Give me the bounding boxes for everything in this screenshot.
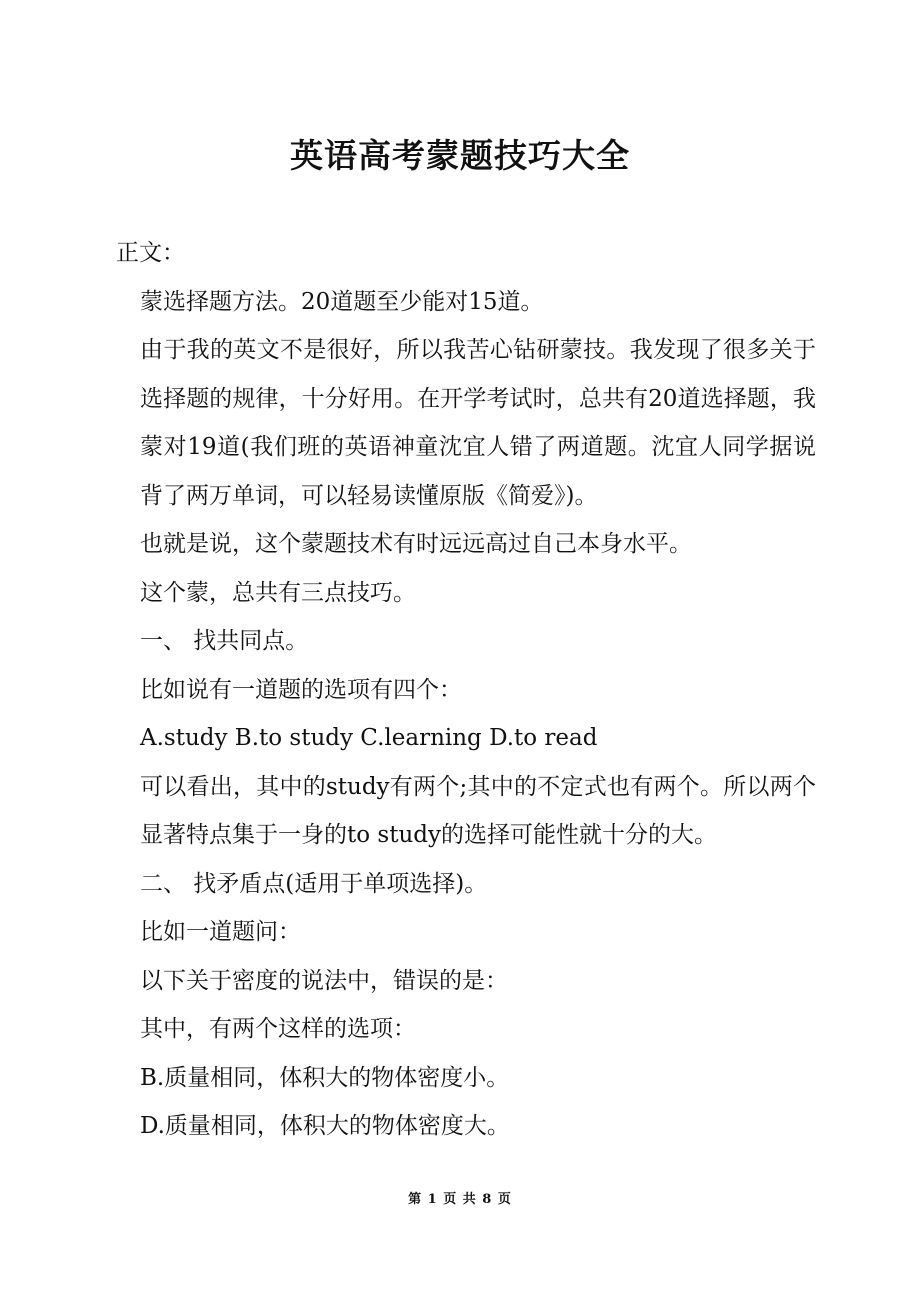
paragraph-3: 也就是说，这个蒙题技术有时远远高过自己本身水平。 xyxy=(140,531,692,557)
body-label: 正文： xyxy=(116,240,185,266)
option-b: B.质量相同，体积大的物体密度小。 xyxy=(140,1064,510,1091)
paragraph-5: 比如说有一道题的选项有四个： xyxy=(140,676,462,703)
section-heading-1: 一、 找共同点。 xyxy=(140,628,309,654)
section-heading-2: 二、 找矛盾点(适用于单项选择)。 xyxy=(140,870,488,897)
paragraph-2: 由于我的英文不是很好，所以我苦心钻研蒙技。我发现了很多关于选择题的规律，十分好用。在开学考试时，总共有20道选择题，我蒙对19道(我们班的英语神童沈宜人错了两道题。沈宜人同学据说背了两万单词，可以轻易读懂原版《简爱》)。 xyxy=(140,337,816,509)
paragraph-1: 蒙选择题方法。20道题至少能对15道。 xyxy=(140,288,544,315)
page-number-footer: 第 1 页 共 8 页 xyxy=(408,1192,512,1207)
document-body xyxy=(116,229,816,1151)
document-title: 英语高考蒙题技巧大全 xyxy=(290,136,630,175)
option-d: D.质量相同，体积大的物体密度大。 xyxy=(140,1113,510,1139)
paragraph-8: 以下关于密度的说法中，错误的是： xyxy=(140,967,508,994)
paragraph-7: 比如一道题问： xyxy=(140,919,301,945)
paragraph-9: 其中，有两个这样的选项： xyxy=(140,1016,416,1042)
options-line: A.study B.to study C.learning D.to read xyxy=(140,725,598,751)
paragraph-6: 可以看出，其中的study有两个;其中的不定式也有两个。所以两个显著特点集于一身的to study的选择可能性就十分的大。 xyxy=(140,773,816,848)
paragraph-4: 这个蒙，总共有三点技巧。 xyxy=(140,579,416,606)
